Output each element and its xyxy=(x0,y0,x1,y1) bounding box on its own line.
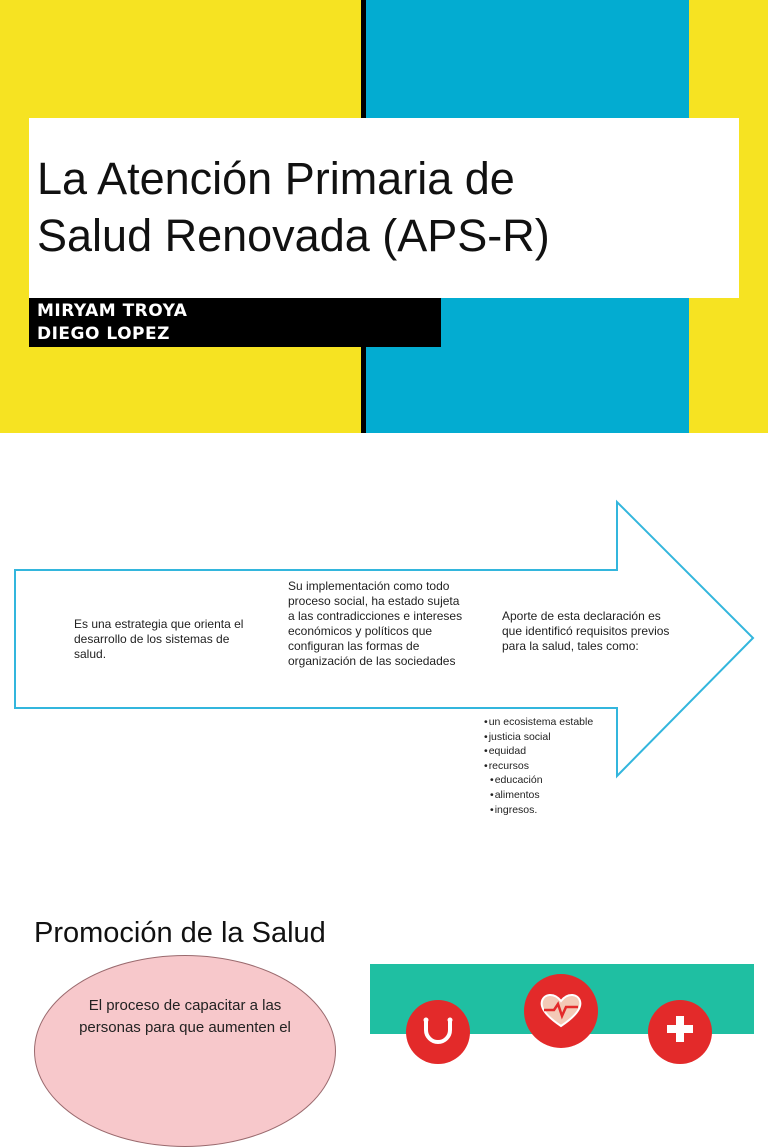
requisites-list xyxy=(484,715,593,817)
heart-pulse-icon xyxy=(524,974,598,1048)
arrow-slide xyxy=(0,433,768,863)
arrow-text-3: Aporte de esta declaración es que identificó requisitos previos para la salud, tales como: xyxy=(502,609,670,653)
arrow-text-1: Es una estrategia que orienta el desarrollo de los sistemas de salud. xyxy=(74,617,244,661)
medical-cross-icon xyxy=(648,1000,712,1064)
list-sub-item: • alimentos xyxy=(484,788,593,803)
list-item: • justicia social xyxy=(484,730,593,745)
list-item: • un ecosistema estable xyxy=(484,715,593,730)
list-sub-item: • ingresos. xyxy=(484,803,593,818)
title-line-1: La Atención Primaria de xyxy=(37,153,515,204)
title-line-2: Salud Renovada (APS-R) xyxy=(37,210,550,261)
stethoscope-icon xyxy=(406,1000,470,1064)
arrow-text-2: Su implementación como todo proceso social, ha estado sujeta a las contradicciones e intereses económicos y políticos que configuran las formas de organización de las sociedades xyxy=(288,579,463,668)
slide-title xyxy=(37,150,727,264)
definition-text: El proceso de capacitar a las personas para que aumenten el xyxy=(79,997,291,1036)
list-item: • recursos xyxy=(484,759,593,774)
author-name-2: DIEGO LOPEZ xyxy=(37,324,170,344)
list-sub-item: • educación xyxy=(484,773,593,788)
title-slide xyxy=(0,0,768,433)
definition-ellipse xyxy=(34,955,336,1147)
promotion-title: Promoción de la Salud xyxy=(34,917,326,949)
author-name-1: MIRYAM TROYA xyxy=(37,301,188,321)
promotion-slide xyxy=(0,863,768,1036)
list-item: • equidad xyxy=(484,744,593,759)
health-icons-panel xyxy=(370,964,754,1034)
